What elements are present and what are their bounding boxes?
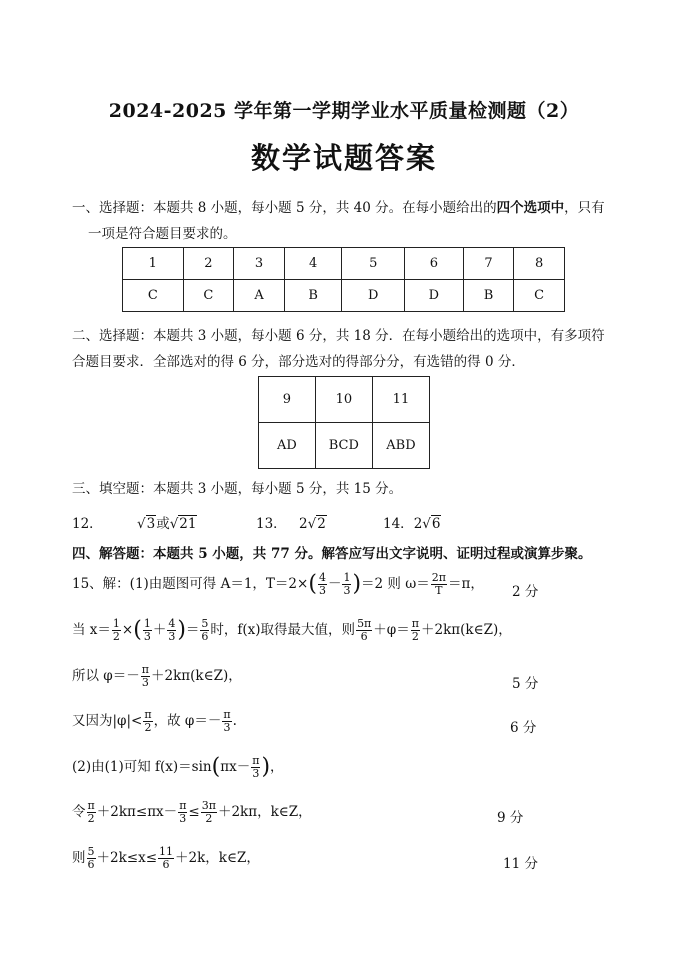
- fraction: [222, 709, 231, 734]
- question-number: 4: [284, 248, 342, 280]
- text: 又因为|φ|<: [72, 713, 143, 729]
- text: ＋2kπ(k∈Z)，: [420, 622, 512, 638]
- q12-radicand-a: 3: [146, 516, 156, 532]
- question-number: 1: [123, 248, 184, 280]
- denominator: 3: [223, 721, 231, 734]
- multi-answer-table: [258, 376, 430, 469]
- fraction: [201, 800, 217, 825]
- mcq-answer-table: [122, 247, 565, 312]
- text: ＋2k，k∈Z，: [175, 850, 260, 866]
- q13-coef: 2: [298, 516, 308, 532]
- answer-title: 数学试题答案: [250, 141, 437, 175]
- text: ＋2kπ≤πx－: [96, 804, 178, 820]
- answer-cell: B: [284, 280, 342, 312]
- numerator: π: [252, 754, 260, 767]
- denominator: 2: [112, 630, 120, 643]
- question-number: 11: [372, 377, 429, 423]
- section1-text-end: ，只有: [564, 200, 605, 216]
- answer-13: [256, 512, 327, 532]
- fraction: [342, 572, 351, 597]
- answer-cell: ABD: [372, 423, 429, 469]
- answer-cell: AD: [259, 423, 316, 469]
- text: 令: [72, 804, 86, 820]
- answer-cell: D: [342, 280, 405, 312]
- q14-coef: 2: [413, 516, 423, 532]
- denominator: 3: [168, 630, 176, 643]
- fraction: [431, 572, 447, 597]
- denominator: 3: [179, 812, 187, 825]
- section3-intro: 三、填空题：本题共 3 小题，每小题 5 分，共 15 分。: [72, 481, 403, 497]
- text: ＋2kπ(k∈Z)，: [150, 668, 242, 684]
- section2-intro-line2: 合题目要求．全部选对的得 6 分，部分选对的得部分分，有选错的得 0 分．: [72, 354, 525, 370]
- answer-cell: C: [514, 280, 565, 312]
- question-number: 5: [342, 248, 405, 280]
- text: 时，f(x)取得最大值，则: [210, 622, 356, 638]
- text: .: [232, 713, 237, 729]
- text: ，故 φ＝－: [153, 713, 222, 729]
- section4-intro: 四、解答题：本题共 5 小题，共 77 分。解答应写出文字说明、证明过程或演算步聚。: [72, 546, 592, 562]
- solution-line-6: [72, 800, 312, 825]
- q12-or: 或: [156, 516, 170, 532]
- answer-12: [72, 512, 197, 532]
- fraction: [251, 755, 260, 780]
- score-label: 6 分: [510, 720, 537, 736]
- section1-intro-line2: 一项是符合题目要求的。: [88, 226, 237, 242]
- q13-label: 13．: [256, 516, 287, 532]
- numerator: π: [144, 708, 152, 721]
- fraction: [141, 664, 150, 689]
- section1-bold: 四个选项中: [496, 200, 565, 216]
- section2-intro-line1: 二、选择题：本题共 3 小题，每小题 6 分，共 18 分．在每小题给出的选项中，有多项符: [72, 328, 605, 344]
- fraction: [411, 618, 420, 643]
- text: 则: [72, 850, 86, 866]
- answer-cell: BCD: [315, 423, 372, 469]
- denominator: 2: [144, 721, 152, 734]
- score-label: 5 分: [512, 676, 539, 692]
- fraction: [112, 618, 121, 643]
- text: ＋φ＝: [373, 622, 410, 638]
- text: 当 x＝: [72, 622, 111, 638]
- numerator: π: [223, 708, 231, 721]
- denominator: 3: [252, 767, 260, 780]
- answer-cell: C: [183, 280, 234, 312]
- fraction: [87, 800, 96, 825]
- text: ≤: [188, 804, 200, 820]
- q14-answer: 2√6: [413, 516, 441, 532]
- denominator: 2: [411, 630, 419, 643]
- question-number: 7: [463, 248, 514, 280]
- section1-intro-line1: [72, 196, 605, 216]
- text: ＝π，: [447, 576, 484, 592]
- numerator: 1: [343, 571, 351, 584]
- fraction: [87, 846, 96, 871]
- fraction: [356, 618, 372, 643]
- table-row: [259, 423, 430, 469]
- denominator: 2: [205, 812, 213, 825]
- denominator: 3: [343, 584, 351, 597]
- denominator: 6: [87, 858, 95, 871]
- text: 所以 φ＝－: [72, 668, 140, 684]
- question-number: 6: [405, 248, 464, 280]
- numerator: 1: [143, 617, 151, 630]
- table-row: [123, 280, 565, 312]
- numerator: 5: [201, 617, 209, 630]
- fraction: [318, 572, 327, 597]
- fraction: [143, 618, 152, 643]
- denominator: 3: [318, 584, 326, 597]
- text: ＋2kπ，k∈Z，: [217, 804, 312, 820]
- question-number: 10: [315, 377, 372, 423]
- q13-answer: 2√2: [298, 516, 326, 532]
- answer-cell: C: [123, 280, 184, 312]
- text: ＋: [152, 622, 167, 638]
- q14-radicand: 6: [431, 516, 441, 532]
- numerator: 5π: [357, 617, 372, 630]
- text: 15、解：(1)由题图可得 A＝1，T＝2×: [72, 576, 309, 592]
- text: ＝2 则 ω＝: [361, 576, 430, 592]
- text: πx－: [220, 759, 251, 775]
- question-number: 3: [234, 248, 285, 280]
- text: －: [327, 576, 342, 592]
- numerator: 5: [87, 845, 95, 858]
- answer-cell: D: [405, 280, 464, 312]
- numerator: 3π: [201, 799, 216, 812]
- denominator: 6: [360, 630, 368, 643]
- text: ×: [121, 622, 134, 638]
- numerator: π: [179, 799, 187, 812]
- denominator: 6: [162, 858, 170, 871]
- solution-line-3: [72, 664, 242, 689]
- numerator: π: [141, 663, 149, 676]
- q13-radicand: 2: [317, 516, 326, 532]
- answer-14: [383, 512, 441, 532]
- numerator: π: [87, 799, 95, 812]
- exam-title: 2024-2025 学年第一学期学业水平质量检测题（2）: [108, 100, 580, 122]
- text: ＝: [185, 622, 200, 638]
- numerator: 4: [318, 571, 326, 584]
- numerator: 1: [112, 617, 120, 630]
- solution-line-5: (2)由(1)可知 f(x)＝sin(πx－ $\frac{\pi}{3}$ )，: [72, 754, 284, 780]
- q14-label: 14．: [383, 516, 414, 532]
- numerator: π: [411, 617, 419, 630]
- fraction: [158, 846, 174, 871]
- q12-radicand-b: 21: [179, 516, 197, 532]
- question-number: 8: [514, 248, 565, 280]
- score-label: 9 分: [497, 810, 524, 826]
- fraction: [200, 618, 209, 643]
- numerator: 11: [159, 845, 174, 858]
- table-row: [123, 248, 565, 280]
- text: (2)由(1)可知 f(x)＝sin: [72, 759, 212, 775]
- solution-line-4: [72, 709, 237, 734]
- fraction: [143, 709, 152, 734]
- section1-text: 一、选择题：本题共 8 小题，每小题 5 分，共 40 分。在每小题给出的: [72, 200, 497, 216]
- text: ＋2k≤x≤: [96, 850, 158, 866]
- score-label: 2 分: [512, 584, 539, 600]
- question-number: 9: [259, 377, 316, 423]
- solution-line-7: [72, 846, 260, 871]
- denominator: T: [435, 584, 443, 597]
- score-label: 11 分: [503, 856, 538, 872]
- solution-line-1: 15、解：(1)由题图可得 A＝1，T＝2×( $\frac{4}{3}$ － $\frac{1}{3}$ )＝2 则 ω＝ $\frac{2\pi}{T}$ ＝π，: [72, 571, 484, 597]
- numerator: 2π: [431, 571, 446, 584]
- fraction: [178, 800, 187, 825]
- answer-cell: A: [234, 280, 285, 312]
- table-row: [259, 377, 430, 423]
- text: ，: [270, 759, 284, 775]
- denominator: 3: [141, 676, 149, 689]
- fraction: [167, 618, 176, 643]
- question-number: 2: [183, 248, 234, 280]
- q12-answer: √3或√21: [136, 516, 197, 532]
- denominator: 6: [201, 630, 209, 643]
- denominator: 2: [87, 812, 95, 825]
- solution-line-2: 当 x＝ $\frac{1}{2}$ ×( $\frac{1}{3}$ ＋ $\frac{4}{3}$ )＝ $\frac{5}{6}$ 时，f(x)取得最大值，则 $\frac{5\pi}{6}$ ＋φ＝ $\frac{\pi}{2}$ ＋2kπ(k∈Z)，: [72, 617, 512, 643]
- numerator: 4: [168, 617, 176, 630]
- denominator: 3: [143, 630, 151, 643]
- answer-cell: B: [463, 280, 514, 312]
- q12-label: 12．: [72, 516, 103, 532]
